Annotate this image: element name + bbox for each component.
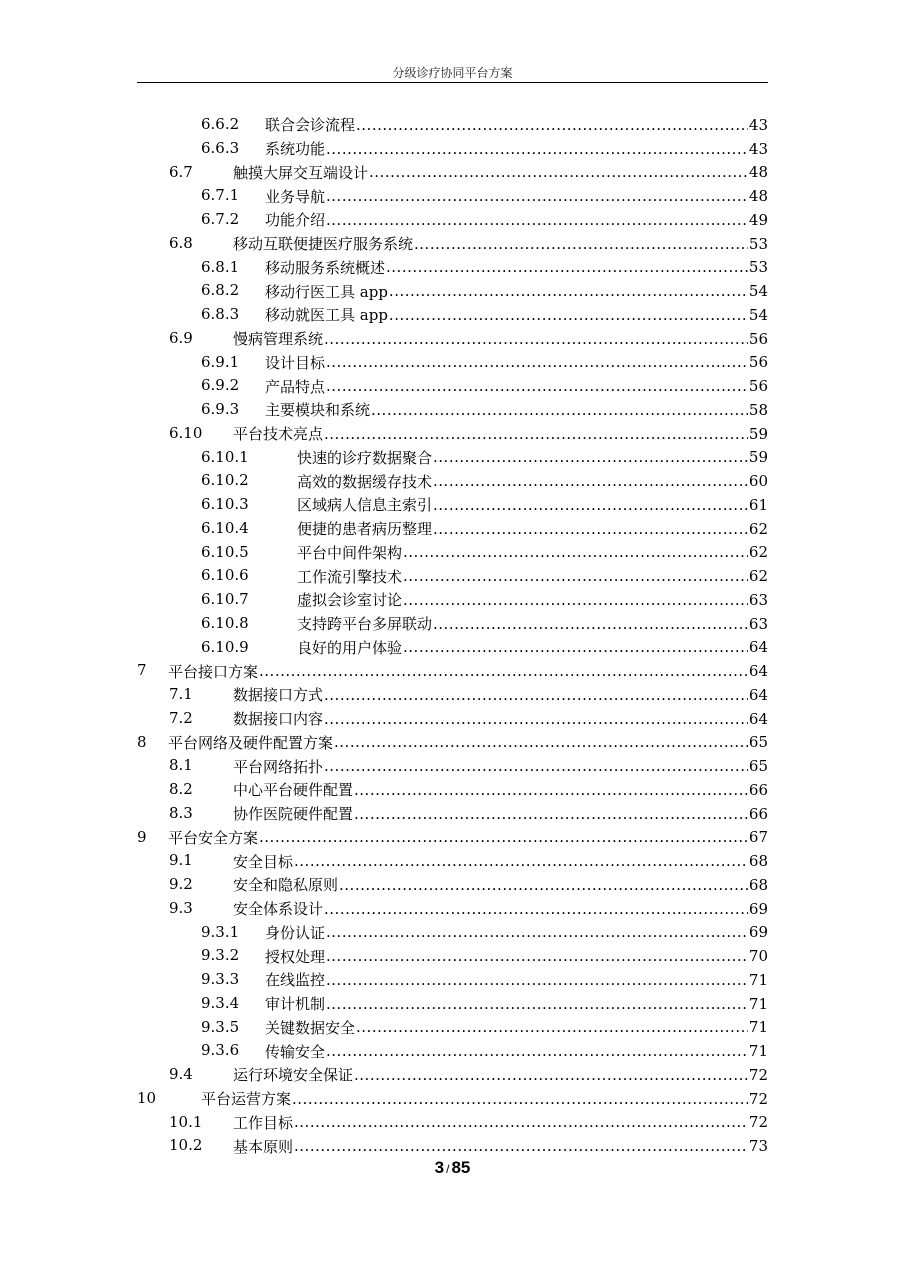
toc-entry-number: 6.7 xyxy=(169,162,193,181)
toc-entry-line xyxy=(265,208,768,232)
toc-dot-leader xyxy=(326,923,748,941)
toc-entry-title: 传输安全 xyxy=(265,1042,326,1061)
toc-entry-line xyxy=(265,944,768,968)
toc-entry-number: 7 xyxy=(137,661,147,680)
toc-entry-number: 6.10.3 xyxy=(201,495,249,513)
toc-entry[interactable] xyxy=(137,659,768,683)
toc-entry-page: 64 xyxy=(748,685,768,704)
toc-entry-line xyxy=(297,446,768,470)
toc-entry-line xyxy=(265,921,768,945)
toc-dot-leader xyxy=(356,1018,748,1036)
toc-entry-line xyxy=(265,1039,768,1063)
toc-entry-line xyxy=(233,1063,768,1087)
toc-entry-title: 安全和隐私原则 xyxy=(233,876,339,895)
toc-entry[interactable] xyxy=(137,541,768,565)
toc-entry-page: 66 xyxy=(748,780,768,799)
toc-dot-leader xyxy=(433,472,748,490)
toc-entry-title: 快速的诊疗数据聚合 xyxy=(297,448,433,467)
toc-entry-line xyxy=(233,707,768,731)
toc-entry-title: 工作流引擎技术 xyxy=(297,567,403,586)
toc-entry-page: 59 xyxy=(748,424,768,443)
toc-entry[interactable] xyxy=(137,778,768,802)
toc-entry-page: 62 xyxy=(748,567,768,586)
toc-entry-number: 9.3.2 xyxy=(201,946,240,965)
toc-dot-leader xyxy=(294,852,748,870)
toc-entry-page: 48 xyxy=(748,187,768,206)
toc-entry[interactable] xyxy=(137,303,768,327)
total-page-count: 85 xyxy=(451,1158,471,1177)
toc-entry[interactable] xyxy=(137,517,768,541)
toc-entry-title: 业务导航 xyxy=(265,187,326,206)
toc-entry-page: 64 xyxy=(748,709,768,728)
toc-entry-line xyxy=(233,778,768,802)
toc-entry-number: 6.10 xyxy=(169,423,203,442)
toc-entry-title: 主要模块和系统 xyxy=(265,401,371,420)
toc-entry-title: 平台接口方案 xyxy=(168,662,259,681)
toc-entry-page: 65 xyxy=(748,757,768,776)
toc-entry[interactable] xyxy=(137,1039,768,1063)
toc-entry-line xyxy=(233,754,768,778)
toc-entry-title: 慢病管理系统 xyxy=(233,330,324,349)
toc-dot-leader xyxy=(292,1090,748,1108)
toc-entry-page: 43 xyxy=(748,115,768,134)
toc-entry-title: 工作目标 xyxy=(233,1113,294,1132)
toc-entry-number: 6.7.1 xyxy=(201,186,240,205)
toc-entry-line xyxy=(265,113,768,137)
toc-entry-page: 68 xyxy=(748,852,768,871)
toc-dot-leader xyxy=(339,876,748,894)
toc-entry[interactable] xyxy=(137,944,768,968)
toc-dot-leader xyxy=(371,401,748,419)
toc-entry-title: 触摸大屏交互端设计 xyxy=(233,163,369,182)
toc-entry-page: 70 xyxy=(748,947,768,966)
toc-entry-line xyxy=(297,493,768,517)
toc-entry-line xyxy=(297,469,768,493)
toc-dot-leader xyxy=(326,377,748,395)
toc-entry-line xyxy=(233,849,768,873)
toc-entry-page: 68 xyxy=(748,875,768,894)
toc-entry-page: 56 xyxy=(748,377,768,396)
toc-entry-line xyxy=(265,256,768,280)
toc-entry-title: 运行环境安全保证 xyxy=(233,1066,354,1085)
toc-entry-title: 联合会诊流程 xyxy=(265,116,356,135)
toc-entry-line xyxy=(168,659,768,683)
toc-entry-number: 6.6.3 xyxy=(201,138,240,157)
toc-entry-number: 9.3.3 xyxy=(201,970,240,988)
toc-entry-title: 在线监控 xyxy=(265,971,326,990)
toc-entry-title: 设计目标 xyxy=(265,353,326,372)
toc-entry-number: 9.2 xyxy=(169,875,193,893)
toc-entry[interactable] xyxy=(137,1111,768,1135)
toc-entry-number: 6.9.3 xyxy=(201,400,240,418)
toc-entry-number: 10 xyxy=(137,1088,157,1107)
toc-entry-line xyxy=(233,873,768,897)
toc-entry-title: 功能介绍 xyxy=(265,211,326,230)
toc-dot-leader xyxy=(354,805,748,823)
toc-entry-number: 6.9.1 xyxy=(201,352,240,371)
toc-entry-number: 6.10.4 xyxy=(201,518,249,537)
toc-entry-page: 58 xyxy=(748,400,768,419)
toc-entry-page: 66 xyxy=(748,804,768,823)
toc-entry-page: 49 xyxy=(748,210,768,229)
toc-entry-number: 8.2 xyxy=(169,780,193,798)
toc-entry[interactable] xyxy=(137,849,768,873)
toc-dot-leader xyxy=(403,567,748,585)
toc-entry[interactable] xyxy=(137,1016,768,1040)
toc-entry-line xyxy=(265,374,768,398)
toc-entry-line xyxy=(297,517,768,541)
toc-entry-number: 6.7.2 xyxy=(201,210,240,228)
toc-dot-leader xyxy=(433,496,748,514)
toc-dot-leader xyxy=(324,710,748,728)
toc-entry[interactable] xyxy=(137,992,768,1016)
page-separator: / xyxy=(446,1162,450,1176)
toc-entry[interactable] xyxy=(137,921,768,945)
toc-entry-page: 62 xyxy=(748,543,768,562)
toc-dot-leader xyxy=(403,543,748,561)
toc-entry-title: 平台技术亮点 xyxy=(233,425,324,444)
toc-entry[interactable] xyxy=(137,968,768,992)
toc-entry-page: 48 xyxy=(748,163,768,182)
toc-entry-number: 7.2 xyxy=(169,708,193,727)
toc-entry-line xyxy=(233,1111,768,1135)
toc-entry-number: 6.10.1 xyxy=(201,447,249,466)
toc-entry-page: 53 xyxy=(748,234,768,253)
toc-entry-title: 中心平台硬件配置 xyxy=(233,781,354,800)
toc-entry-title: 关键数据安全 xyxy=(265,1018,356,1037)
toc-entry-title: 平台运营方案 xyxy=(201,1090,292,1109)
toc-entry-title: 安全目标 xyxy=(233,852,294,871)
toc-entry[interactable] xyxy=(137,731,768,755)
toc-entry-line xyxy=(233,802,768,826)
toc-dot-leader xyxy=(389,306,748,324)
toc-entry[interactable] xyxy=(137,256,768,280)
toc-entry-page: 64 xyxy=(748,662,768,681)
toc-dot-leader xyxy=(259,828,748,846)
page-number xyxy=(0,1158,905,1178)
toc-entry-number: 9 xyxy=(137,827,147,846)
toc-entry-title: 平台网络及硬件配置方案 xyxy=(168,733,334,752)
toc-entry-title: 移动行医工具 app xyxy=(265,282,388,301)
toc-entry[interactable] xyxy=(137,161,768,185)
toc-entry[interactable] xyxy=(137,184,768,208)
toc-dot-leader xyxy=(326,140,748,158)
toc-entry[interactable] xyxy=(137,707,768,731)
toc-dot-leader xyxy=(324,686,748,704)
toc-entry-title: 支持跨平台多屏联动 xyxy=(297,615,433,634)
toc-entry[interactable] xyxy=(137,897,768,921)
toc-entry-number: 8.1 xyxy=(169,756,193,775)
toc-entry-number: 6.10.7 xyxy=(201,590,249,608)
toc-dot-leader xyxy=(369,163,748,181)
toc-entry[interactable] xyxy=(137,137,768,161)
toc-dot-leader xyxy=(326,995,748,1013)
toc-entry-number: 6.8.3 xyxy=(201,305,240,323)
toc-entry-number: 10.2 xyxy=(169,1136,203,1155)
toc-entry-line xyxy=(233,161,768,185)
toc-entry[interactable] xyxy=(137,754,768,778)
toc-entry-line xyxy=(265,303,768,327)
toc-entry-number: 10.1 xyxy=(169,1112,203,1131)
toc-entry-number: 9.3.6 xyxy=(201,1041,240,1060)
toc-entry-page: 71 xyxy=(748,994,768,1013)
toc-entry-line xyxy=(297,564,768,588)
toc-dot-leader xyxy=(326,947,748,965)
toc-entry-line xyxy=(265,279,768,303)
toc-entry-page: 54 xyxy=(748,282,768,301)
toc-entry-title: 良好的用户体验 xyxy=(297,638,403,657)
toc-entry[interactable] xyxy=(137,1063,768,1087)
toc-entry-line xyxy=(168,731,768,755)
toc-entry-page: 71 xyxy=(748,1018,768,1037)
toc-entry-page: 64 xyxy=(748,638,768,657)
toc-entry-page: 69 xyxy=(748,899,768,918)
toc-entry-line xyxy=(297,612,768,636)
toc-entry-page: 59 xyxy=(748,448,768,467)
toc-entry-title: 安全体系设计 xyxy=(233,900,324,919)
toc-entry[interactable] xyxy=(137,588,768,612)
toc-entry-line xyxy=(297,636,768,660)
toc-entry-page: 63 xyxy=(748,614,768,633)
toc-dot-leader xyxy=(433,615,748,633)
toc-entry-title: 协作医院硬件配置 xyxy=(233,805,354,824)
toc-entry-number: 9.3.5 xyxy=(201,1017,240,1036)
toc-dot-leader xyxy=(326,1042,748,1060)
toc-entry-line xyxy=(201,1087,768,1111)
toc-entry-number: 9.3 xyxy=(169,898,193,917)
toc-entry-title: 移动互联便捷医疗服务系统 xyxy=(233,235,414,254)
toc-entry-title: 授权处理 xyxy=(265,947,326,966)
toc-entry-page: 73 xyxy=(748,1137,768,1156)
toc-entry-number: 9.1 xyxy=(169,851,193,870)
toc-entry-line xyxy=(265,137,768,161)
toc-entry-number: 8 xyxy=(137,732,147,751)
toc-dot-leader xyxy=(324,900,748,918)
toc-dot-leader xyxy=(403,638,748,656)
current-page-number: 3 xyxy=(434,1158,445,1177)
toc-entry-number: 6.10.2 xyxy=(201,471,249,490)
toc-entry[interactable] xyxy=(137,374,768,398)
toc-entry[interactable] xyxy=(137,469,768,493)
toc-dot-leader xyxy=(356,116,748,134)
toc-entry-line xyxy=(297,588,768,612)
toc-entry-title: 平台中间件架构 xyxy=(297,543,403,562)
toc-entry[interactable] xyxy=(137,422,768,446)
running-header: 分级诊疗协同平台方案 xyxy=(392,66,513,80)
toc-dot-leader xyxy=(414,235,748,253)
toc-dot-leader xyxy=(324,330,748,348)
toc-entry-number: 9.3.1 xyxy=(201,922,240,941)
toc-entry[interactable] xyxy=(137,612,768,636)
toc-entry-title: 身份认证 xyxy=(265,923,326,942)
toc-entry-title: 移动就医工具 app xyxy=(265,306,388,325)
toc-entry[interactable] xyxy=(137,493,768,517)
toc-entry-page: 69 xyxy=(748,923,768,942)
toc-entry-number: 8.3 xyxy=(169,803,193,822)
toc-entry-line xyxy=(233,327,768,351)
toc-entry-title: 移动服务系统概述 xyxy=(265,258,386,277)
toc-entry-page: 54 xyxy=(748,305,768,324)
toc-dot-leader xyxy=(294,1137,748,1155)
toc-entry-title: 系统功能 xyxy=(265,140,326,159)
toc-entry-number: 6.10.9 xyxy=(201,637,249,656)
toc-entry-page: 60 xyxy=(748,472,768,491)
toc-dot-leader xyxy=(259,662,748,680)
toc-dot-leader xyxy=(326,211,748,229)
toc-entry-number: 6.8.1 xyxy=(201,257,240,276)
toc-entry-number: 6.9 xyxy=(169,328,193,347)
toc-entry-title: 产品特点 xyxy=(265,377,326,396)
toc-entry-page: 65 xyxy=(748,733,768,752)
toc-dot-leader xyxy=(389,282,748,300)
toc-dot-leader xyxy=(354,1066,748,1084)
toc-entry-number: 6.8.2 xyxy=(201,281,240,300)
toc-entry-title: 区域病人信息主索引 xyxy=(297,496,433,515)
toc-entry[interactable] xyxy=(137,873,768,897)
toc-entry-number: 9.3.4 xyxy=(201,993,240,1012)
toc-entry-page: 72 xyxy=(748,1089,768,1108)
toc-entry-line xyxy=(168,826,768,850)
toc-dot-leader xyxy=(326,971,748,989)
toc-entry-page: 67 xyxy=(748,828,768,847)
toc-entry-page: 61 xyxy=(748,495,768,514)
toc-entry-title: 高效的数据缓存技术 xyxy=(297,472,433,491)
toc-entry[interactable] xyxy=(137,1134,768,1158)
toc-entry-number: 6.6.2 xyxy=(201,115,240,133)
toc-entry[interactable] xyxy=(137,232,768,256)
toc-entry-page: 72 xyxy=(748,1113,768,1132)
toc-dot-leader xyxy=(326,353,748,371)
toc-entry-line xyxy=(265,968,768,992)
toc-entry-line xyxy=(265,184,768,208)
toc-entry-page: 63 xyxy=(748,590,768,609)
toc-entry[interactable] xyxy=(137,351,768,375)
toc-entry-page: 43 xyxy=(748,139,768,158)
toc-entry-line xyxy=(265,398,768,422)
header-rule xyxy=(137,82,768,83)
toc-entry-title: 平台网络拓扑 xyxy=(233,757,324,776)
toc-entry-line xyxy=(265,351,768,375)
toc-entry-page: 72 xyxy=(748,1065,768,1084)
toc-entry-number: 6.8 xyxy=(169,233,193,252)
table-of-contents xyxy=(137,113,768,1158)
toc-entry[interactable] xyxy=(137,683,768,707)
toc-entry-line xyxy=(233,232,768,256)
toc-entry-title: 平台安全方案 xyxy=(168,828,259,847)
toc-entry[interactable] xyxy=(137,446,768,470)
toc-entry-page: 53 xyxy=(748,258,768,277)
toc-dot-leader xyxy=(324,757,748,775)
toc-entry[interactable] xyxy=(137,802,768,826)
toc-entry-number: 6.10.6 xyxy=(201,566,249,585)
toc-dot-leader xyxy=(433,448,748,466)
toc-dot-leader xyxy=(324,425,748,443)
toc-entry[interactable] xyxy=(137,327,768,351)
toc-entry[interactable] xyxy=(137,113,768,137)
toc-entry-page: 56 xyxy=(748,353,768,372)
toc-entry-title: 虚拟会诊室讨论 xyxy=(297,591,403,610)
toc-entry-title: 审计机制 xyxy=(265,995,326,1014)
toc-entry-number: 7.1 xyxy=(169,685,193,703)
toc-entry[interactable] xyxy=(137,398,768,422)
toc-entry-title: 基本原则 xyxy=(233,1137,294,1156)
toc-entry-line xyxy=(233,1134,768,1158)
toc-dot-leader xyxy=(433,520,748,538)
toc-entry-line xyxy=(265,1016,768,1040)
toc-entry-page: 62 xyxy=(748,519,768,538)
toc-entry[interactable] xyxy=(137,826,768,850)
toc-entry-line xyxy=(265,992,768,1016)
toc-entry[interactable] xyxy=(137,1087,768,1111)
toc-entry-line xyxy=(297,541,768,565)
toc-dot-leader xyxy=(294,1113,748,1131)
toc-dot-leader xyxy=(386,258,748,276)
toc-entry[interactable] xyxy=(137,636,768,660)
toc-dot-leader xyxy=(403,591,748,609)
toc-entry-number: 6.10.5 xyxy=(201,542,249,561)
toc-entry-title: 数据接口内容 xyxy=(233,710,324,729)
toc-entry-title: 数据接口方式 xyxy=(233,686,324,705)
toc-entry-line xyxy=(233,683,768,707)
toc-entry-page: 71 xyxy=(748,970,768,989)
toc-entry-title: 便捷的患者病历整理 xyxy=(297,520,433,539)
toc-entry[interactable] xyxy=(137,208,768,232)
toc-entry-number: 9.4 xyxy=(169,1065,193,1083)
toc-entry-line xyxy=(233,422,768,446)
toc-entry-line xyxy=(233,897,768,921)
toc-dot-leader xyxy=(326,187,748,205)
toc-dot-leader xyxy=(354,781,748,799)
toc-entry[interactable] xyxy=(137,279,768,303)
toc-entry-page: 56 xyxy=(748,329,768,348)
toc-entry[interactable] xyxy=(137,564,768,588)
toc-entry-page: 71 xyxy=(748,1042,768,1061)
toc-entry-number: 6.10.8 xyxy=(201,613,249,632)
toc-entry-number: 6.9.2 xyxy=(201,376,240,395)
toc-dot-leader xyxy=(334,733,748,751)
